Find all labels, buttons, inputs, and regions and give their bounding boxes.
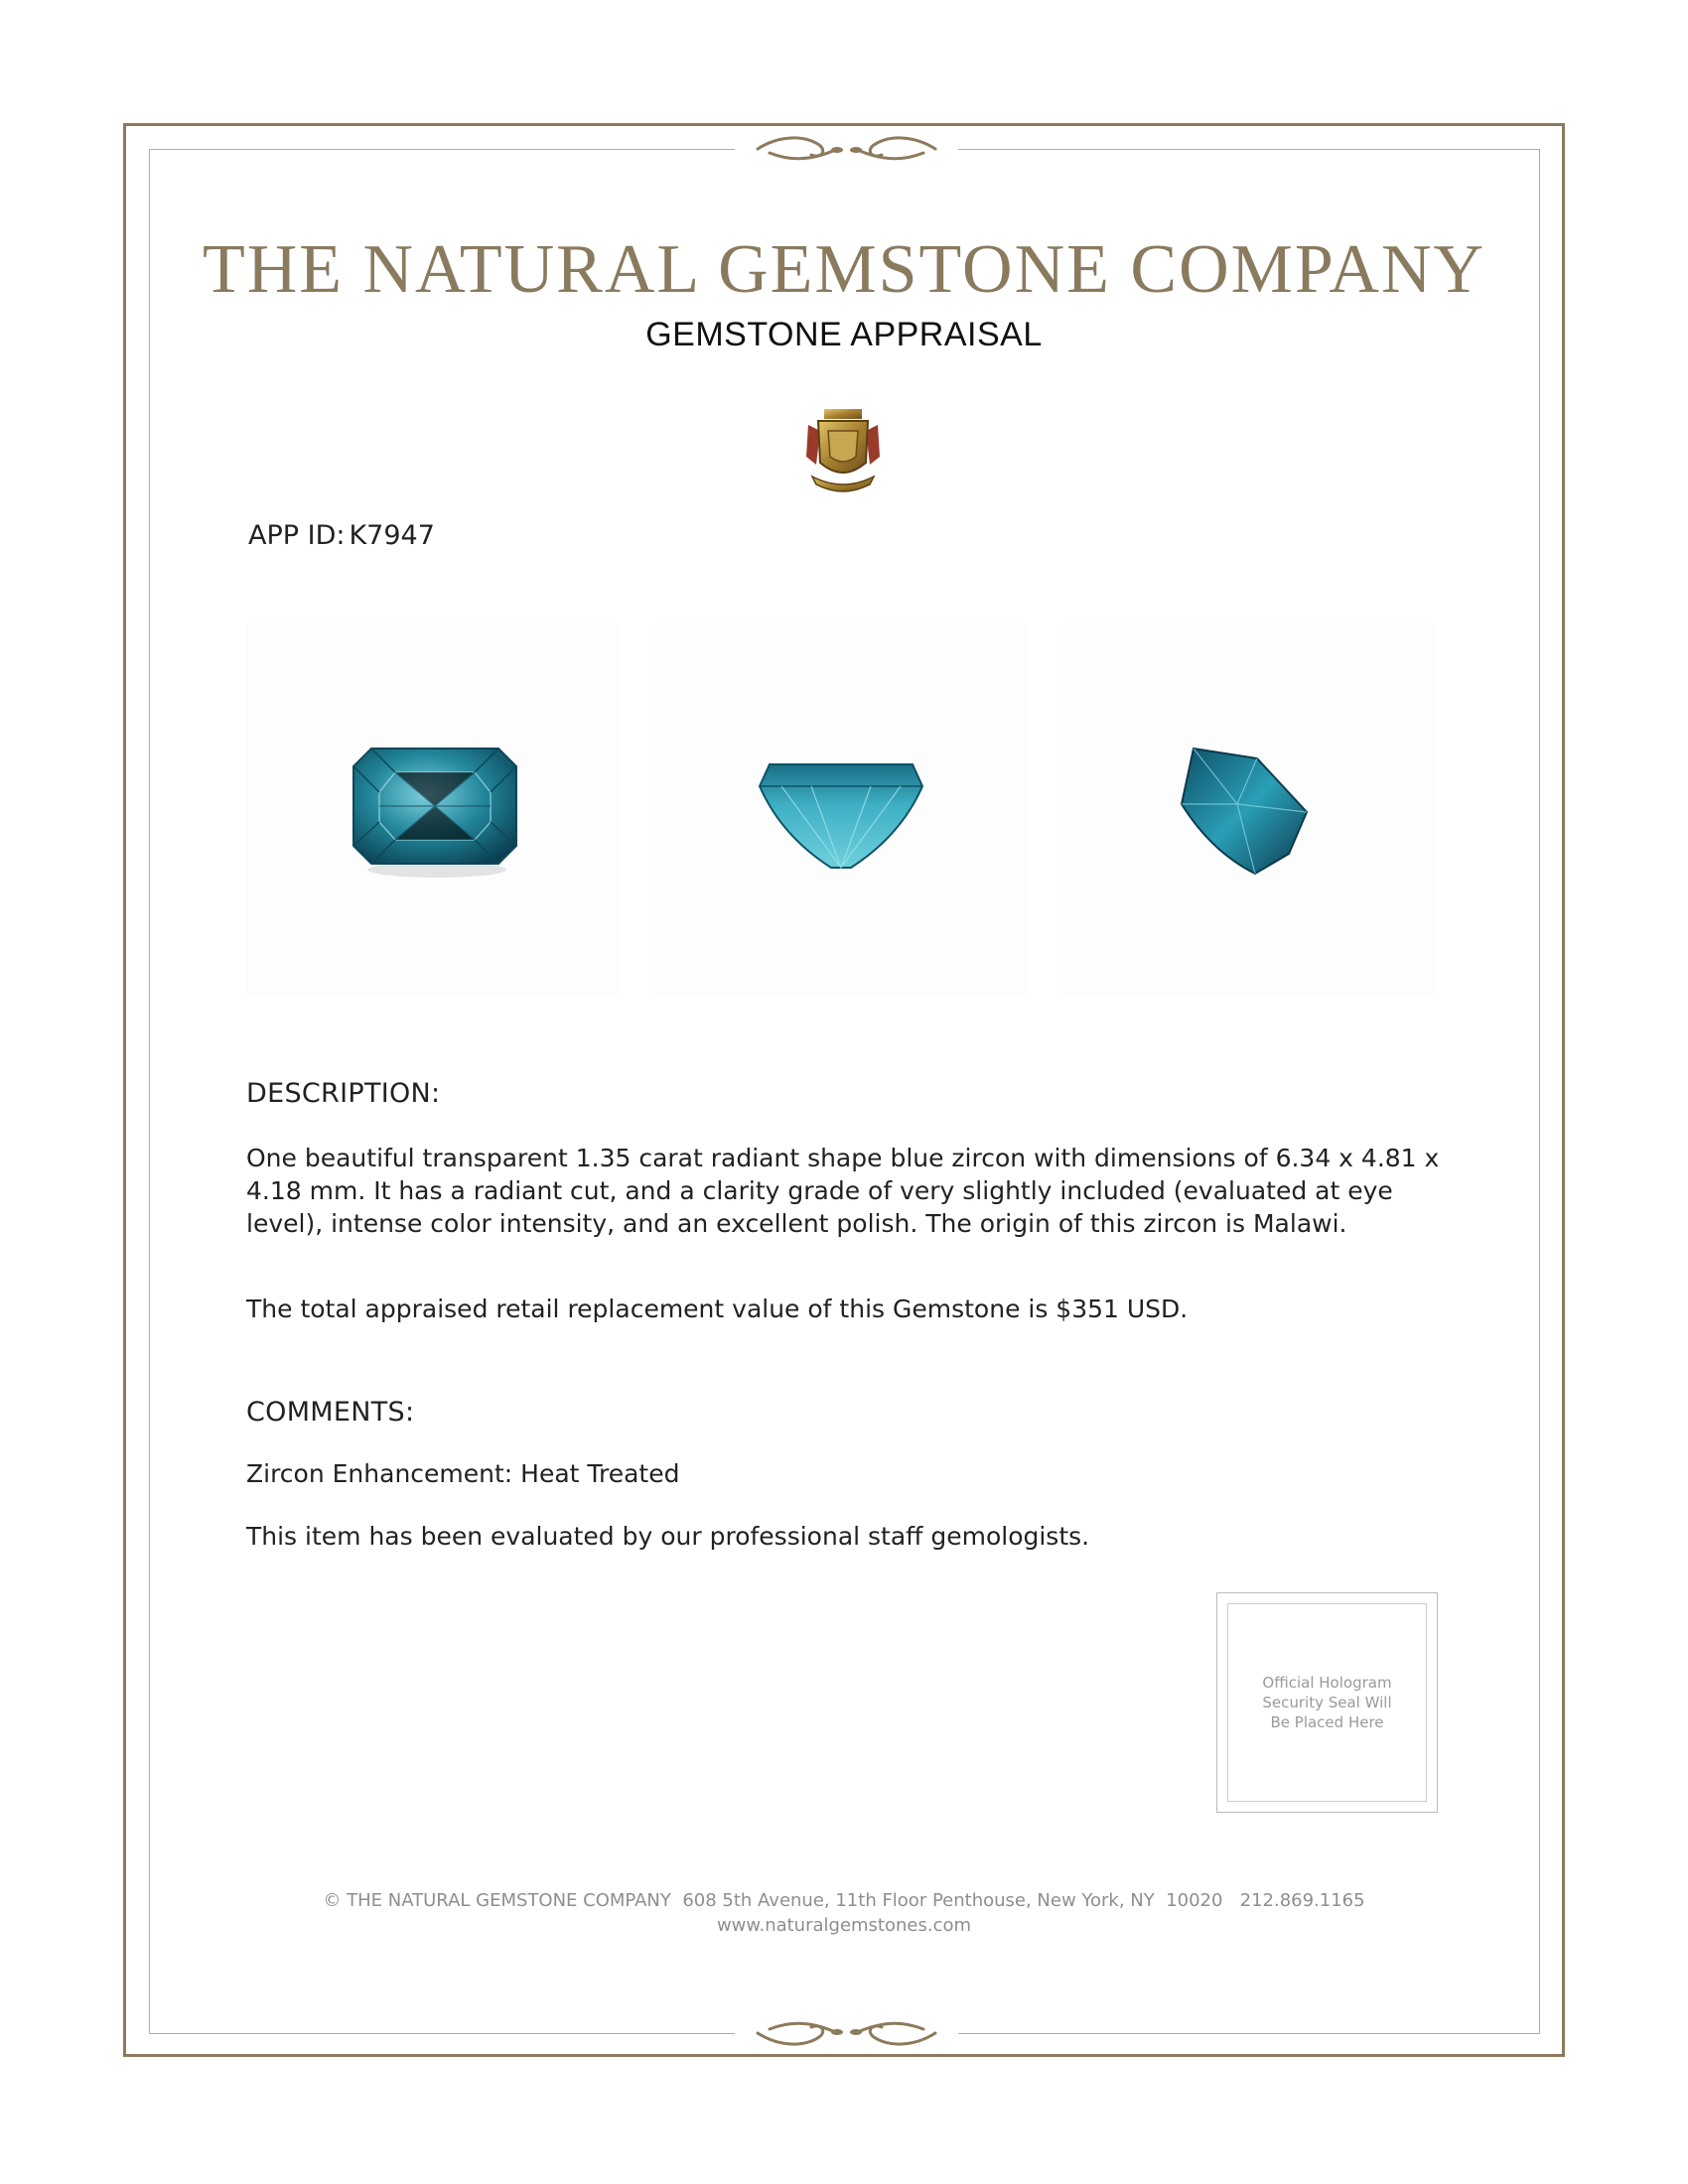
hologram-inner-box — [1227, 1603, 1427, 1802]
gem-angle-view-image — [1172, 743, 1321, 882]
app-id-label: APP ID: — [248, 520, 346, 551]
inner-frame-bottom-right — [958, 2033, 1540, 2034]
hologram-seal-placeholder — [1216, 1592, 1438, 1813]
enhancement-text: Zircon Enhancement: Heat Treated — [246, 1459, 680, 1488]
gem-image-angle-view — [1062, 623, 1436, 997]
company-crest-logo — [800, 405, 886, 500]
top-flourish-ornament — [750, 131, 943, 167]
gem-image-side-view — [654, 623, 1028, 997]
gem-top-view-image — [346, 743, 524, 882]
app-id-value: K7947 — [349, 520, 435, 551]
comments-heading: COMMENTS: — [246, 1397, 415, 1428]
inner-frame-left — [149, 149, 150, 2033]
document-title: GEMSTONE APPRAISAL — [645, 316, 1043, 353]
evaluation-text: This item has been evaluated by our professional staff gemologists. — [246, 1522, 1090, 1551]
bottom-flourish-ornament — [750, 2015, 943, 2051]
company-name-title: THE NATURAL GEMSTONE COMPANY — [202, 231, 1486, 308]
footer-address: © THE NATURAL GEMSTONE COMPANY 608 5th Avenue, 11th Floor Penthouse, New York, NY 10020 212.869.1165 — [323, 1890, 1365, 1911]
footer-website: www.naturalgemstones.com — [716, 1915, 972, 1936]
gem-image-top-view — [246, 623, 620, 997]
hologram-placeholder-text: Official Hologram Security Seal Will Be Placed Here — [1262, 1674, 1392, 1731]
description-text: One beautiful transparent 1.35 carat radiant shape blue zircon with dimensions of 6.34 x 4.81 x 4.18 mm. It has a radiant cut, and a clarity grade of very slightly included (evaluated at eye level), intense color intensity, and an excellent polish. The origin of this zircon is Malawi. — [246, 1144, 1440, 1238]
inner-frame-bottom-left — [149, 2033, 735, 2034]
description-heading: DESCRIPTION: — [246, 1078, 441, 1109]
inner-frame-top-left — [149, 149, 735, 150]
inner-frame-top-right — [958, 149, 1540, 150]
appraised-value-text: The total appraised retail replacement value of this Gemstone is $351 USD. — [246, 1295, 1189, 1323]
gem-side-view-image — [752, 756, 930, 876]
app-id — [248, 520, 435, 551]
inner-frame-right — [1539, 149, 1540, 2033]
